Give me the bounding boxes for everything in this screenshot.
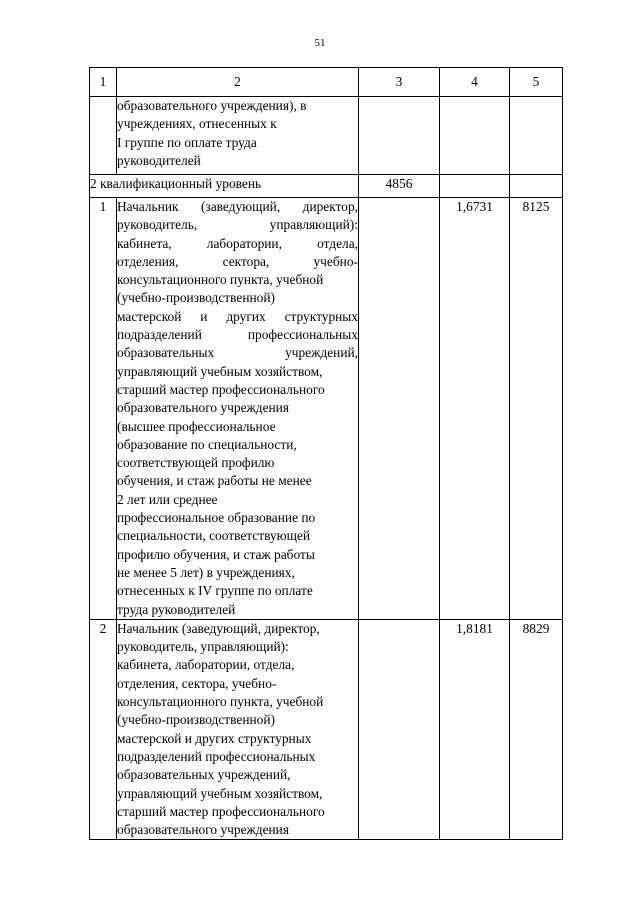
text-line: (учебно-производственной) <box>117 712 275 728</box>
salary-cell <box>359 97 440 175</box>
text-line: консультационного пункта, учебной <box>117 694 324 710</box>
text-line: труда руководителей <box>117 601 236 617</box>
text-line: руководителей <box>117 152 201 168</box>
text-line: подразделений профессиональных <box>117 748 316 764</box>
text-line: подразделений профессиональных <box>117 327 358 343</box>
text-line: кабинета, лаборатории, отдела, <box>117 657 295 673</box>
text-line: отделения, сектора, учебно- <box>117 675 277 691</box>
position-description-cell <box>117 619 359 840</box>
header-cell: 3 <box>359 68 440 97</box>
table-header-row <box>90 68 563 97</box>
text-line: консультационного пункта, учебной <box>117 272 324 288</box>
salary-cell: 4856 <box>359 175 440 198</box>
text-line: соответствующей профилю <box>117 455 275 471</box>
header-cell: 1 <box>90 68 117 97</box>
coefficient-cell: 1,6731 <box>440 198 510 620</box>
text-line: управляющий учебным хозяйством, <box>117 785 323 801</box>
table-row <box>90 198 563 620</box>
coefficient-cell <box>440 175 510 198</box>
text-line: отнесенных к IV группе по оплате <box>117 583 313 599</box>
header-cell: 4 <box>440 68 510 97</box>
text-line: не менее 5 лет) в учреждениях, <box>117 564 295 580</box>
text-line: мастерской и других структурных <box>117 730 312 746</box>
amount-cell: 8829 <box>510 619 563 840</box>
header-cell: 5 <box>510 68 563 97</box>
text-line: Начальник (заведующий, директор, <box>117 620 320 636</box>
coefficient-cell: 1,8181 <box>440 619 510 840</box>
amount-cell <box>510 97 563 175</box>
salary-cell <box>359 619 440 840</box>
text-line: обучения, и стаж работы не менее <box>117 473 312 489</box>
text-line: образование по специальности, <box>117 436 297 452</box>
text-line: Начальник (заведующий, директор, <box>117 199 358 214</box>
amount-cell: 8125 <box>510 198 563 620</box>
text-line: руководитель, управляющий): <box>117 217 358 233</box>
table-row <box>90 97 563 175</box>
text-line: образовательного учреждения <box>117 822 290 838</box>
text-line: мастерской и других структурных <box>117 308 358 324</box>
salary-cell <box>359 198 440 620</box>
coefficient-cell <box>440 97 510 175</box>
text-line: отделения, сектора, учебно- <box>117 253 358 269</box>
row-number-cell: 1 <box>90 198 117 620</box>
text-line: руководитель, управляющий): <box>117 639 289 655</box>
row-number-cell: 2 <box>90 619 117 840</box>
text-line: (высшее профессиональное <box>117 418 276 434</box>
text-line: учреждениях, отнесенных к <box>117 116 277 132</box>
position-description-cell <box>117 198 359 620</box>
text-line: образовательных учреждений, <box>117 767 291 783</box>
text-line: образовательного учреждения <box>117 400 290 416</box>
amount-cell <box>510 175 563 198</box>
text-line: профессиональное образование по <box>117 510 316 526</box>
qualification-level-label: 2 квалификационный уровень <box>90 175 359 198</box>
text-line: образовательного учреждения), в <box>117 98 307 113</box>
text-line: кабинета, лаборатории, отдела, <box>117 235 358 251</box>
text-line: 2 лет или среднее <box>117 491 218 507</box>
page-number: 51 <box>314 37 326 49</box>
text-line: профилю обучения, и стаж работы <box>117 546 315 562</box>
header-cell: 2 <box>117 68 359 97</box>
text-line: старший мастер профессионального <box>117 803 325 819</box>
position-description-cell <box>117 97 359 175</box>
text-line: специальности, соответствующей <box>117 528 311 544</box>
row-number-cell <box>90 97 117 175</box>
table-row <box>90 619 563 840</box>
text-line: (учебно-производственной) <box>117 290 275 306</box>
text-line: старший мастер профессионального <box>117 381 325 397</box>
document-table <box>89 67 563 840</box>
qualification-level-row <box>90 175 563 198</box>
text-line: управляющий учебным хозяйством, <box>117 363 323 379</box>
text-line: I группе по оплате труда <box>117 134 257 150</box>
text-line: образовательных учреждений, <box>117 345 358 361</box>
